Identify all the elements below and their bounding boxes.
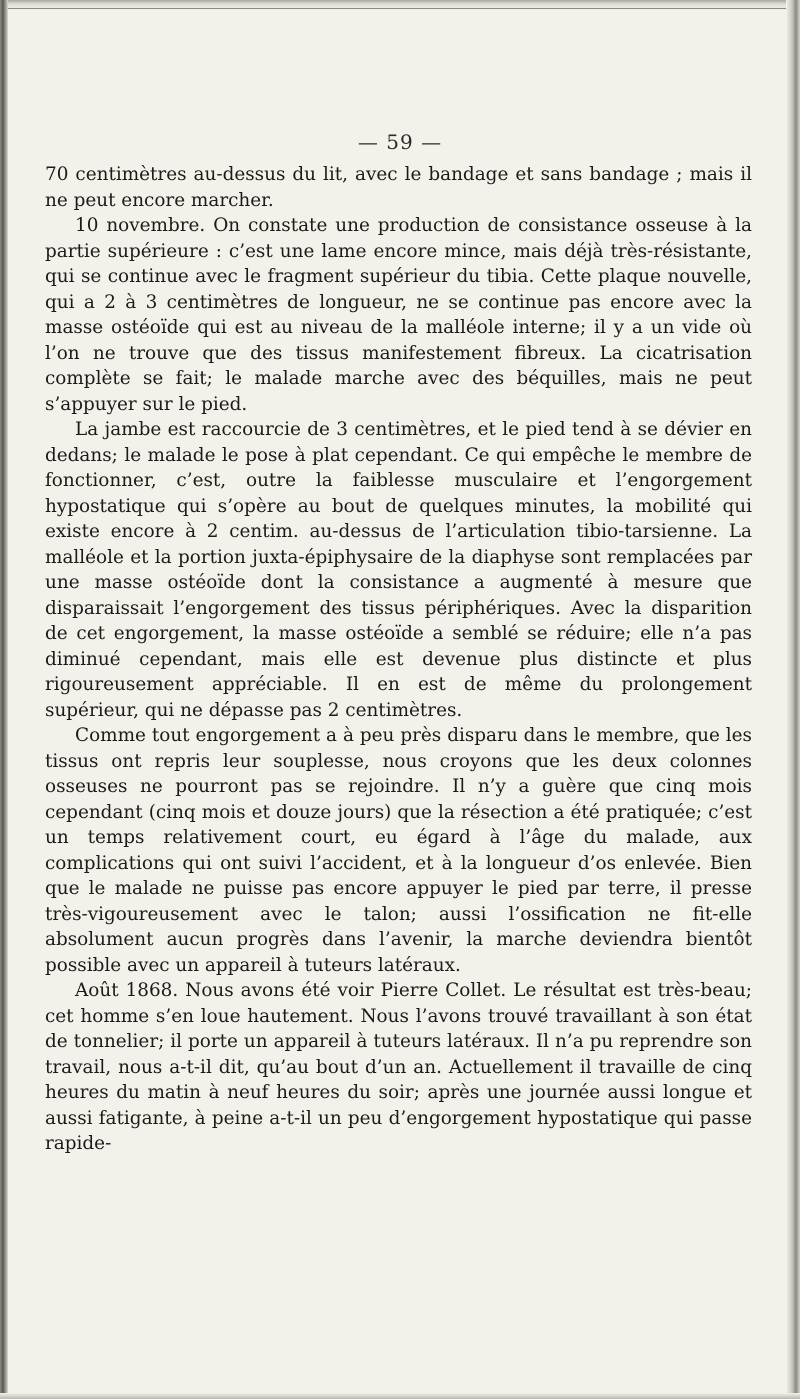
page-bottom-edge bbox=[0, 1393, 800, 1399]
paragraph-engorgement: Comme tout engorgement a à peu près disparu dans le membre, que les tissus ont repris leur souplesse, nous croyons que les deux colonnes osseuses ne pourront pas se rejoindre. Il n’y a guère que cinq mois cependant (cinq mois et douze jours) que la résection a été pratiquée; c’est un temps relativement court, eu égard à l’âge du malade, aux complications qui ont suivi l’accident, et à la longueur d’os enlevée. Bien que le malade ne puisse pas encore appuyer le pied par terre, il presse très-vigoureusement avec le talon; aussi l’ossification ne fit-elle absolument aucun progrès dans l’avenir, la marche deviendra bientôt possible avec un appareil à tuteurs latéraux. bbox=[45, 725, 752, 976]
paragraph-continuation: 70 centimètres au-dessus du lit, avec le bandage et sans bandage ; mais il ne peut encore marcher. bbox=[45, 164, 752, 211]
page-left-edge bbox=[0, 0, 8, 1399]
page-number: — 59 — bbox=[357, 130, 443, 154]
page-text bbox=[45, 162, 752, 1157]
paragraph-10-novembre: 10 novembre. On constate une production de consistance osseuse à la partie supérieure : c’est une lame encore mince, mais déjà très-résistante, qui se continue avec le fragment supérieur du tibia. Cette plaque nouvelle, qui a 2 à 3 centimètres de longueur, ne se continue pas encore avec la masse ostéoïde qui est au niveau de la malléole interne; il y a un vide où l’on ne trouve que des tissus manifestement fibreux. La cicatrisation complète se fait; le malade marche avec des béquilles, mais ne peut s’appuyer sur le pied. bbox=[45, 215, 752, 415]
paragraph-aout-1868: Août 1868. Nous avons été voir Pierre Collet. Le résultat est très-beau; cet homme s’en loue hautement. Nous l’avons trouvé travaillant à son état de tonnelier; il porte un appareil à tuteurs latéraux. Il n’a pu reprendre son travail, nous a-t-il dit, qu’au bout d’un an. Actuellement il travaille de cinq heures du matin à neuf heures du soir; après une journée aussi longue et aussi fatigante, à peine a-t-il un peu d’engorgement hypostatique qui passe rapide- bbox=[45, 980, 752, 1154]
page-right-edge bbox=[786, 0, 800, 1399]
page-top-rule bbox=[8, 8, 788, 9]
paragraph-jambe: La jambe est raccourcie de 3 centimètres, et le pied tend à se dévier en dedans; le malade le pose à plat cependant. Ce qui empêche le membre de fonctionner, c’est, outre la faiblesse musculaire et l’engorgement hypostatique qui s’opère au bout de quelques minutes, la mobilité qui existe encore à 2 centim. au-dessus de l’articulation tibio-tarsienne. La malléole et la portion juxta-épiphysaire de la diaphyse sont remplacées par une masse ostéoïde dont la consistance a augmenté à mesure que disparaissait l’engorgement des tissus périphériques. Avec la disparition de cet engorgement, la masse ostéoïde a semblé se réduire; elle n’a pas diminué cependant, mais elle est devenue plus distincte et plus rigoureusement appréciable. Il en est de même du prolongement supérieur, qui ne dépasse pas 2 centimètres. bbox=[45, 419, 752, 721]
